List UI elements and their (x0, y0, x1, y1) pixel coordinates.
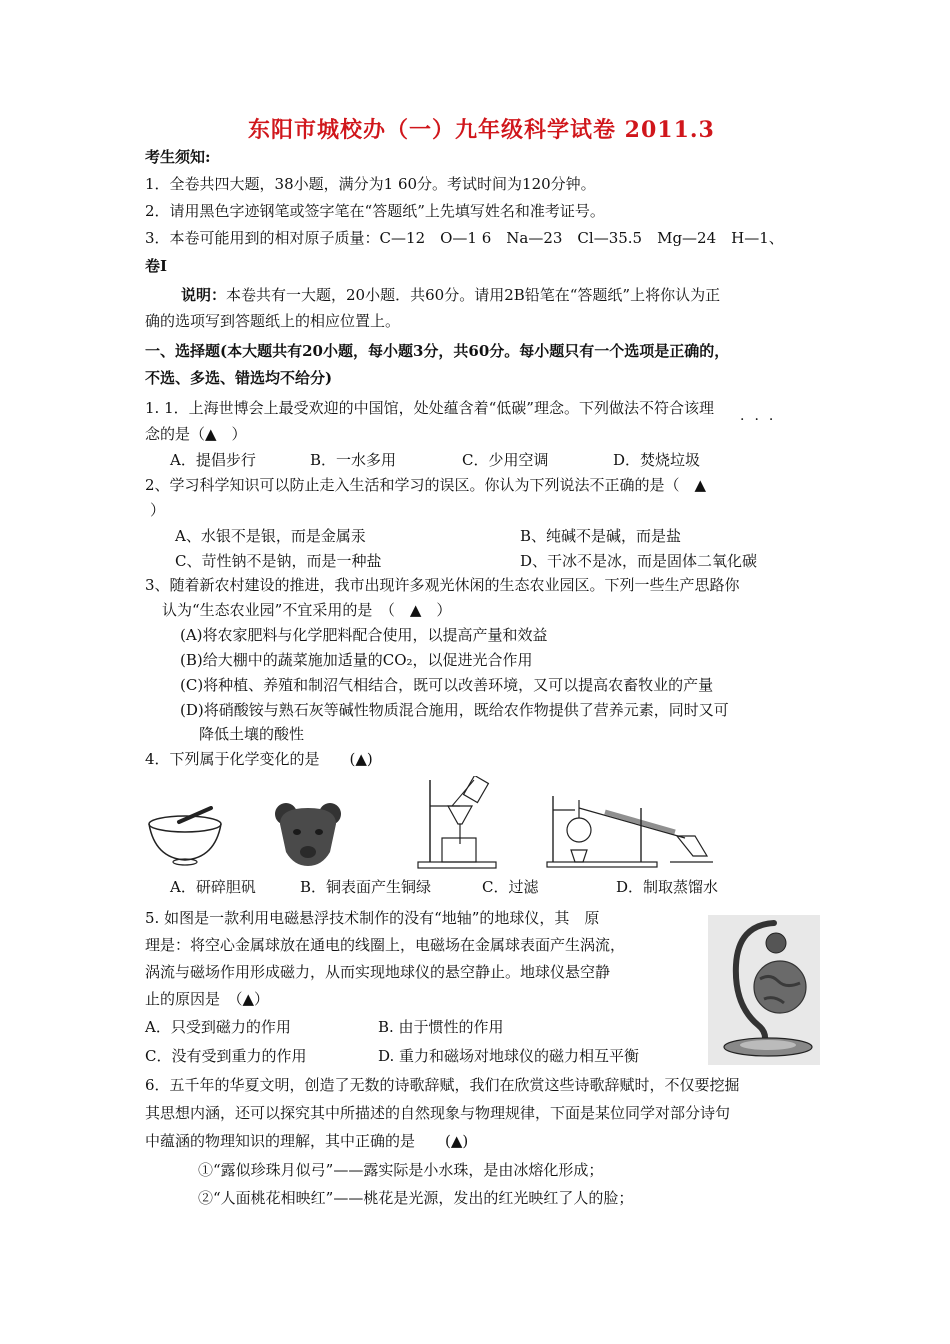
section1-heading-1: 一、选择题(本大题共有20小题，每小题3分，共60分。每小题只有一个选项是正确的， (145, 342, 730, 360)
q5-stem-2: 理是：将空心金属球放在通电的线圈上，电磁场在金属球表面产生涡流， (145, 936, 626, 954)
q5-option-a: A．只受到磁力的作用 (145, 1018, 291, 1036)
notice-1: 1．全卷共四大题，38小题，满分为1 60分。考试时间为120分钟。 (145, 175, 596, 193)
q1-option-a: A．提倡步行 (170, 451, 256, 469)
distillation-figure (545, 790, 715, 870)
q5-option-c: C．没有受到重力的作用 (145, 1047, 307, 1065)
q6-stem-3: 中蕴涵的物理知识的理解，其中正确的是 (▲) (145, 1132, 469, 1150)
notice-3: 3．本卷可能用到的相对原子质量：C—12 O—1 6 Na—23 Cl—35.5 Mg—24 H—1、 (145, 229, 784, 247)
q1-stem-1: 1. 1．上海世博会上最受欢迎的中国馆，处处蕴含着“低碳”理念。下列做法不符合该理 (145, 399, 714, 417)
q5-stem-3: 涡流与磁场作用形成磁力，从而实现地球仪的悬空静止。地球仪悬空静 (145, 963, 611, 981)
q5-stem-4: 止的原因是 （▲） (145, 990, 270, 1008)
q1-option-c: C．少用空调 (462, 451, 549, 469)
volume-label: 卷Ⅰ (145, 257, 168, 275)
instruction-line-2: 确的选项写到答题纸上的相应位置上。 (145, 312, 401, 330)
q2-stem-2: ） (150, 501, 166, 519)
section1-heading-2: 不选、多选、错选均不给分) (145, 369, 333, 387)
q1-option-b: B．一水多用 (310, 451, 397, 469)
q5-stem-1: 5. 如图是一款利用电磁悬浮技术制作的没有“地轴”的地球仪，其 原 (145, 909, 600, 927)
q2-option-d: D、干冰不是冰，而是固体二氧化碳 (520, 552, 758, 570)
q1-option-d: D．焚烧垃圾 (613, 451, 701, 469)
copper-head-figure (272, 800, 344, 870)
levitating-globe-figure (708, 915, 820, 1065)
q3-option-d: (D)将硝酸铵与熟石灰等碱性物质混合施用，既给农作物提供了营养元素，同时又可 (180, 701, 729, 719)
q4-option-b: B．铜表面产生铜绿 (300, 878, 432, 896)
q4-option-d: D．制取蒸馏水 (616, 878, 719, 896)
q4-stem: 4．下列属于化学变化的是 (▲) (145, 750, 373, 768)
q3-option-c: (C)将种植、养殖和制沼气相结合，既可以改善环境，又可以提高农畜牧业的产量 (180, 676, 714, 694)
page-title: 东阳市城校办（一）九年级科学试卷 2011.3 (248, 117, 715, 143)
q6-item-1: ①“露似珍珠月似弓”——露实际是小水珠，是由冰熔化形成； (198, 1161, 604, 1179)
q3-option-b: (B)给大棚中的蔬菜施加适量的CO₂，以促进光合作用 (180, 651, 533, 669)
q3-stem-2: 认为“生态农业园”不宜采用的是 （ ▲ ） (162, 601, 452, 619)
q4-option-a: A．研碎胆矾 (170, 878, 256, 896)
instruction-label: 说明： (181, 286, 227, 304)
q5-option-d: D. 重力和磁场对地球仪的磁力相互平衡 (378, 1047, 640, 1065)
q4-option-c: C．过滤 (482, 878, 539, 896)
q3-stem-1: 3、随着新农村建设的推进，我市出现许多观光休闲的生态农业园区。下列一些生产思路你 (145, 576, 740, 594)
q6-stem-2: 其思想内涵，还可以探究其中所描述的自然现象与物理规律，下面是某位同学对部分诗句 (145, 1104, 731, 1122)
q5-option-b: B. 由于惯性的作用 (378, 1018, 504, 1036)
notice-heading: 考生须知: (145, 148, 211, 166)
q2-option-a: A、水银不是银，而是金属汞 (175, 527, 366, 545)
instruction-text: 本卷共有一大题，20小题．共60分。请用2B铅笔在“答题纸”上将你认为正 (226, 286, 721, 304)
q1-emphasis-dots: ··· (740, 412, 784, 428)
filtration-figure (412, 776, 502, 870)
q2-stem-1: 2、学习科学知识可以防止走入生活和学习的误区。你认为下列说法不正确的是（ ▲ (145, 476, 707, 494)
q1-stem-2: 念的是（▲ ） (145, 425, 247, 443)
mortar-pestle-figure (145, 806, 225, 866)
q6-item-2: ②“人面桃花相映红”——桃花是光源，发出的红光映红了人的脸； (198, 1189, 634, 1207)
q3-option-a: (A)将农家肥料与化学肥料配合使用，以提高产量和效益 (180, 626, 548, 644)
q3-option-d-cont: 降低土壤的酸性 (199, 725, 305, 743)
q2-option-c: C、苛性钠不是钠，而是一种盐 (175, 552, 382, 570)
instruction-line-1 (181, 285, 720, 305)
notice-2: 2．请用黑色字迹钢笔或签字笔在“答题纸”上先填写姓名和准考证号。 (145, 202, 605, 220)
q6-stem-1: 6．五千年的华夏文明，创造了无数的诗歌辞赋，我们在欣赏这些诗歌辞赋时，不仅要挖掘 (145, 1076, 740, 1094)
q2-option-b: B、纯碱不是碱，而是盐 (520, 527, 682, 545)
